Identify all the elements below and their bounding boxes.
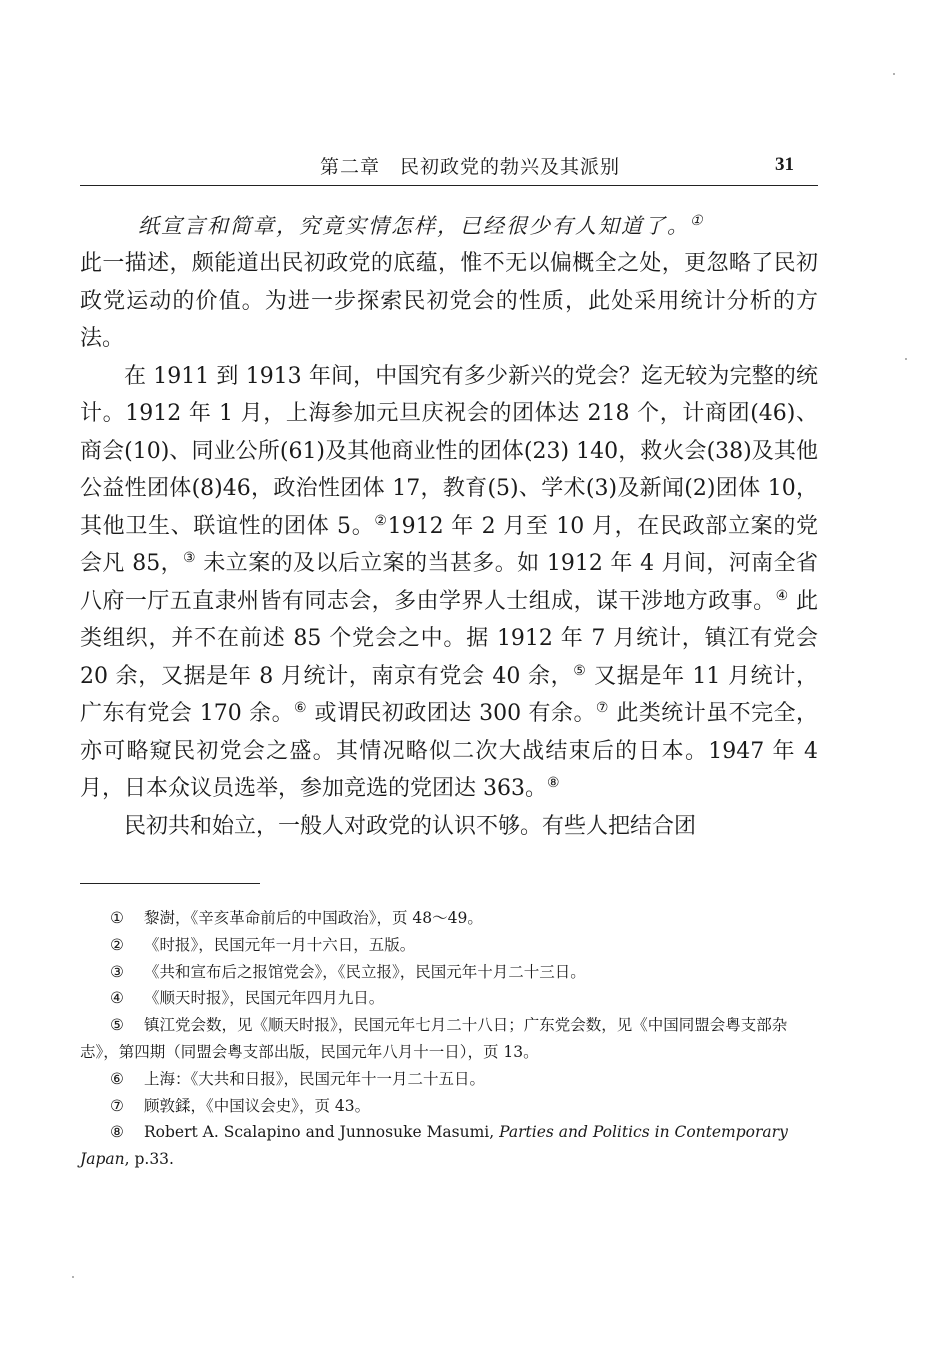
scan-speck (893, 73, 895, 75)
footnote-text: 《时报》，民国元年一月十六日，五版。 (144, 935, 416, 954)
footnote-text: Robert A. Scalapino and Junnosuke Masumi, (144, 1123, 500, 1142)
footnote-text: 《顺天时报》，民国元年四月九日。 (144, 989, 385, 1008)
footnote-item (80, 1119, 818, 1173)
footnote-text: 《共和宣布后之报馆党会》，《民立报》，民国元年十月二十三日。 (144, 962, 586, 981)
paragraph-text: 民初共和始立，一般人对政党的认识不够。有些人把结合团 (124, 813, 697, 839)
footnote-item (80, 932, 818, 959)
scan-speck (905, 358, 907, 360)
paragraph-text: 此类统计虽不完全，亦可略窥民初党会之盛。其情况略似二次大战结束后的日本。1947 年 4 月，日本众议员选举，参加竞选的党团达 363。 (80, 701, 818, 801)
paragraph-text: 在 1911 到 1913 年间，中国究有多少新兴的党会？迄无较为完整的统计。1912 年 1 月，上海参加元旦庆祝会的团体达 218 个，计商团(46)、商会(10)、同业公所(61)及其他商业性的团体(23) 140，救火会(38)及其他公益性团体(8)46，政治性团体 17，教育(5)、学术(3)及新闻(2)团体 10，其他卫生、联谊性的团体 5。 (80, 363, 818, 539)
footnote-mark: ② (110, 935, 124, 954)
footnote-item (80, 985, 818, 1012)
footnote-item (80, 1066, 818, 1093)
footnote-book-title: Parties and Politics in Contemporary Japan (80, 1123, 788, 1169)
paragraph-text: 又据是年 11 月统计，广东有党会 170 余。 (80, 663, 818, 726)
page-number: 31 (775, 154, 794, 175)
footnote-mark: ④ (110, 989, 124, 1008)
footnote-item (80, 905, 818, 932)
footnote-ref[interactable]: ② (374, 512, 388, 529)
scan-speck (72, 1276, 74, 1278)
footnote-text: 上海：《大共和日报》，民国元年十一月二十五日。 (144, 1069, 486, 1088)
footnote-ref[interactable]: ③ (183, 550, 196, 566)
paragraph (80, 358, 818, 808)
footnote-item (80, 959, 818, 986)
footnote-mark: ⑤ (110, 1016, 124, 1035)
paragraph-text: 未立案的及以后立案的当甚多。如 1912 年 4 月间，河南全省八府一厅五直隶州皆有同志会，多由学界人士组成，谋干涉地方政事。 (80, 551, 818, 614)
main-text (80, 245, 818, 845)
footnote-text: 镇江党会数，见《顺天时报》，民国元年七月二十八日；广东党会数，见《中国同盟会粤支部杂志》，第四期（同盟会粤支部出版，民国元年八月十一日），页 13。 (80, 1016, 788, 1061)
footnote-ref[interactable]: ⑦ (595, 700, 609, 716)
footnote-mark: ⑧ (110, 1123, 124, 1142)
footnote-mark: ⑥ (110, 1069, 124, 1088)
footnote-mark: ③ (110, 962, 124, 981)
chapter-title: 第二章 民初政党的勃兴及其派别 (319, 156, 620, 178)
footnote-item (80, 1012, 818, 1066)
footnote-ref[interactable]: ⑥ (294, 700, 308, 716)
footnote-item (80, 1093, 818, 1120)
footnote-text: 顾敦鍒，《中国议会史》，页 43。 (144, 1096, 371, 1115)
footnote-separator (80, 883, 260, 884)
footnote-text: 黎澍，《辛亥革命前后的中国政治》，页 48～49。 (144, 909, 483, 927)
paragraph-text: 或谓民初政团达 300 有余。 (307, 701, 596, 726)
running-header (80, 148, 818, 184)
footnote-ref[interactable]: ⑧ (547, 775, 560, 791)
paragraph-text: 此一描述，颇能道出民初政党的底蕴，惟不无以偏概全之处，更忽略了民初政党运动的价值。为进一步探索民初党会的性质，此处采用统计分析的方法。 (80, 251, 818, 351)
paragraph (80, 245, 818, 358)
paragraph-text: 1912 年 2 月至 10 月，在民政部立案的党会凡 85， (80, 513, 818, 576)
footnote-mark: ⑦ (110, 1096, 124, 1115)
quote-continuation (138, 210, 818, 240)
footnote-ref[interactable]: ① (690, 213, 705, 229)
footnote-ref[interactable]: ④ (775, 587, 789, 604)
paragraph-text: 此类组织，并不在前述 85 个党会之中。据 1912 年 7 月统计，镇江有党会 20 余，又据是年 8 月统计，南京有党会 40 余， (80, 588, 818, 689)
footnotes (80, 905, 818, 1173)
quote-text: 纸宣言和简章，究竟实情怎样，已经很少有人知道了。 (138, 214, 690, 238)
header-rule (80, 185, 818, 186)
footnote-ref[interactable]: ⑤ (573, 662, 587, 679)
footnote-text: , p.33. (124, 1150, 174, 1169)
footnote-mark: ① (110, 909, 124, 927)
paragraph (80, 808, 818, 846)
